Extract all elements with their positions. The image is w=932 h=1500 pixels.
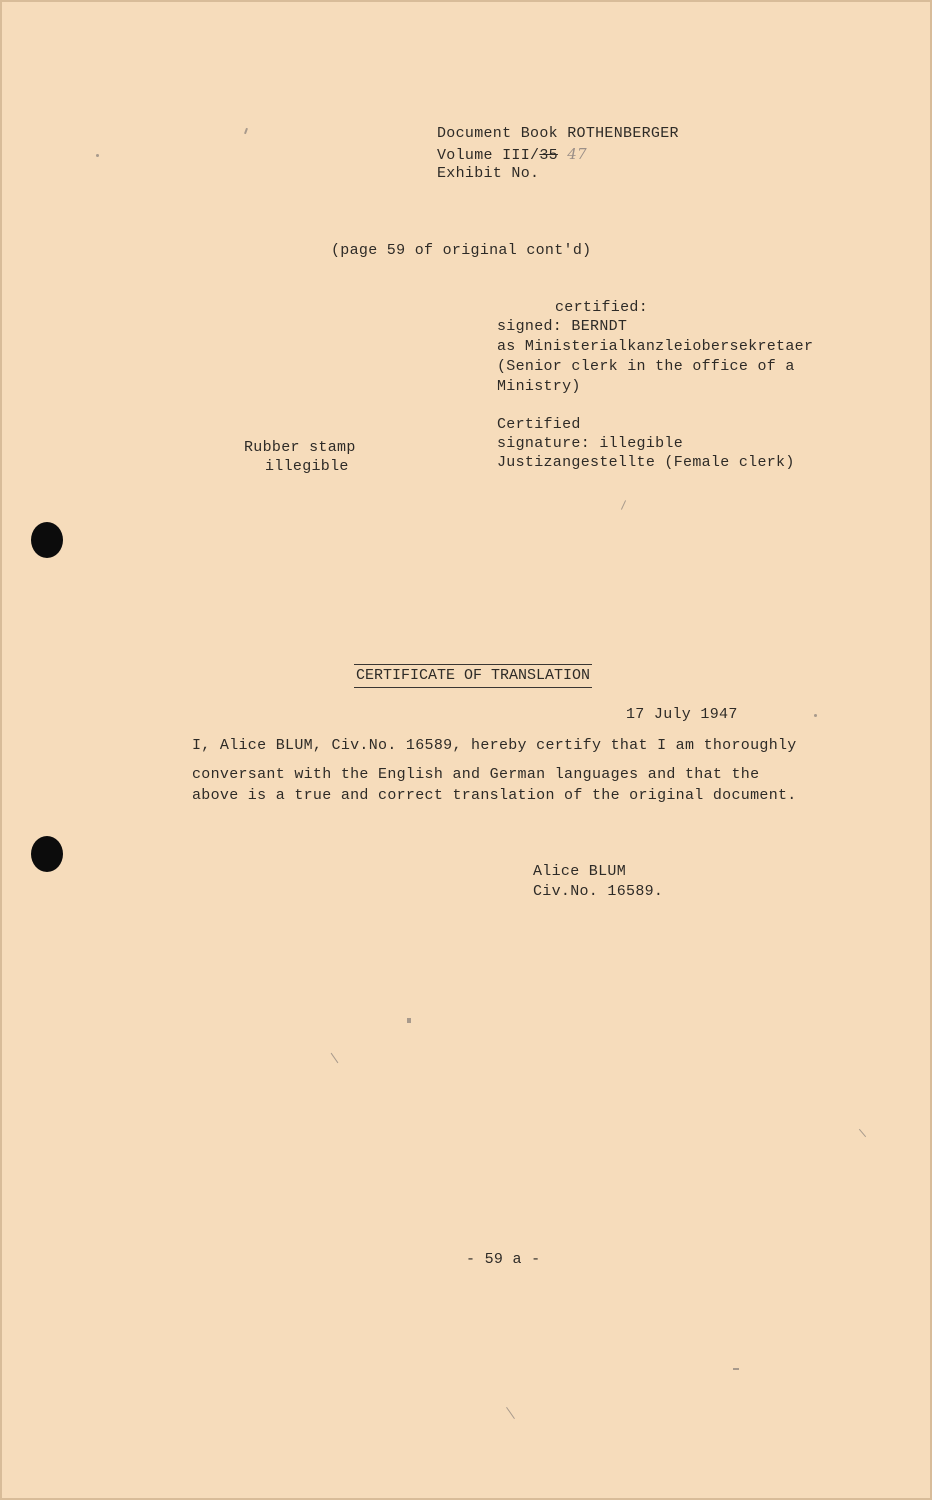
signature-line: signature: illegible	[497, 435, 684, 452]
title-translation-2: Ministry)	[497, 378, 581, 395]
volume-handwritten-number: 47	[567, 145, 587, 163]
paper-speck	[96, 154, 99, 157]
stamp-line-2: illegible	[265, 458, 349, 475]
certified-heading: certified:	[555, 299, 649, 316]
official-title: as Ministerialkanzleiobersekretaer	[497, 338, 814, 355]
volume-prefix: Volume III/	[437, 147, 540, 164]
paper-speck	[244, 128, 248, 134]
stamp-line-1: Rubber stamp	[244, 439, 356, 456]
translator-civ-number: Civ.No. 16589.	[533, 883, 664, 900]
paper-speck	[733, 1368, 739, 1370]
punch-hole	[31, 522, 63, 558]
paper-speck	[621, 500, 626, 509]
paper-speck	[407, 1018, 411, 1023]
paper-speck	[506, 1407, 515, 1419]
title-translation-1: (Senior clerk in the office of a	[497, 358, 795, 375]
certificate-body-line-3: above is a true and correct translation of the original document.	[192, 787, 797, 804]
paper-speck	[859, 1129, 866, 1137]
document-book-line: Document Book ROTHENBERGER	[437, 125, 679, 142]
certificate-date: 17 July 1947	[626, 706, 738, 723]
exhibit-line: Exhibit No.	[437, 165, 540, 182]
volume-line	[437, 144, 587, 166]
certificate-title: CERTIFICATE OF TRANSLATION	[354, 664, 592, 688]
clerk-position: Justizangestellte (Female clerk)	[497, 454, 795, 471]
volume-struck-number: 35	[539, 147, 558, 164]
paper-speck	[331, 1053, 339, 1063]
page-number: - 59 a -	[466, 1251, 541, 1268]
certificate-body-line-1: I, Alice BLUM, Civ.No. 16589, hereby certify that I am thoroughly	[192, 737, 797, 754]
punch-hole	[31, 836, 63, 872]
translator-name: Alice BLUM	[533, 863, 627, 880]
certified-heading-2: Certified	[497, 416, 581, 433]
certificate-body-line-2: conversant with the English and German languages and that the	[192, 766, 760, 783]
signed-line: signed: BERNDT	[497, 318, 628, 335]
continuation-note: (page 59 of original cont'd)	[331, 242, 592, 259]
paper-speck	[814, 714, 817, 717]
